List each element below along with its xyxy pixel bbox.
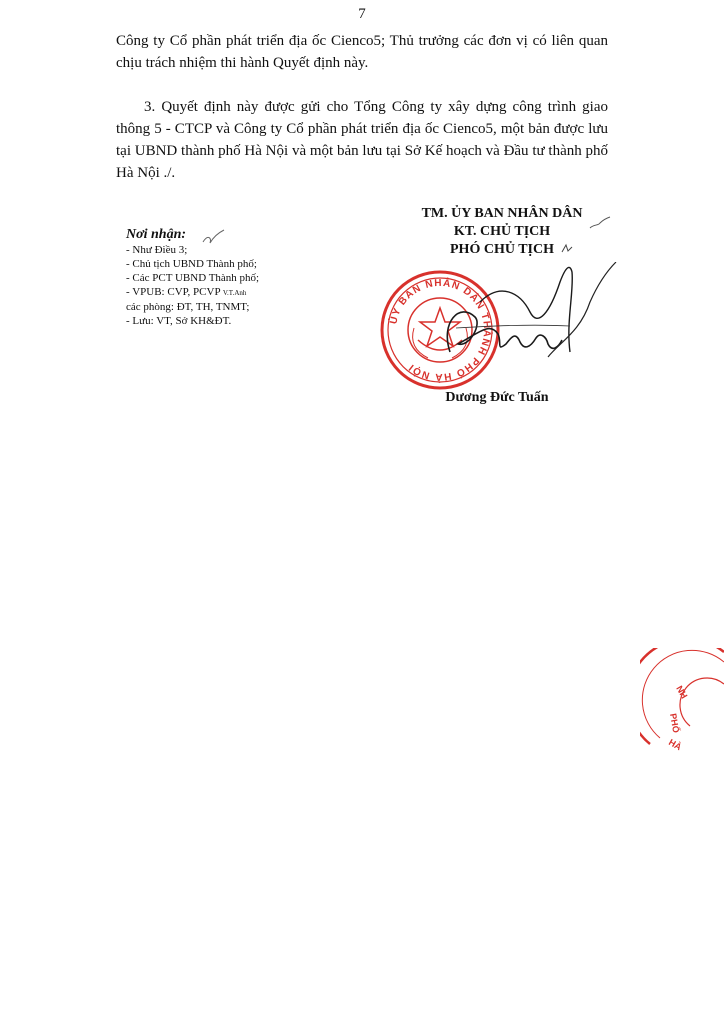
recipients-block xyxy=(126,228,259,328)
recipient-item: các phòng: ĐT, TH, TNMT; xyxy=(126,301,250,313)
sign-line-1: TM. ỦY BAN NHÂN DÂN xyxy=(421,206,583,221)
recipients-title: Nơi nhận: xyxy=(126,227,187,242)
recipient-item: - Lưu: VT, Sở KH&ĐT. xyxy=(126,315,232,327)
paragraph-2: 3. Quyết định này được gửi cho Tổng Công ty xây dựng công trình giao thông 5 - CTCP và Công ty Cổ phần phát triển địa ốc Cienco5, một bản được lưu tại UBND thành phố Hà Nội và một bản lưu tại Sở Kế hoạch và Đầu tư thành phố Hà Nội ./. xyxy=(116,99,608,181)
page-number: 7 xyxy=(358,6,366,22)
handwritten-tick-icon xyxy=(200,228,226,246)
svg-text:HÀ: HÀ xyxy=(667,737,684,753)
signer-name: Dương Đức Tuấn xyxy=(445,390,549,405)
svg-text:PHỐ: PHỐ xyxy=(668,712,682,734)
recipient-item: - Như Điều 3; xyxy=(126,244,188,256)
seal-text: ỦY BAN NHÂN DÂN THÀNH PHỐ HÀ NỘI xyxy=(388,277,493,383)
recipient-initials: V.T.Anh xyxy=(222,289,247,297)
edge-seal-icon xyxy=(640,648,724,758)
handwritten-signature-icon xyxy=(420,262,640,382)
recipient-item: - Chủ tịch UBND Thành phố; xyxy=(126,258,257,270)
signature-title-block xyxy=(392,205,612,259)
paragraph-1: Công ty Cổ phần phát triển địa ốc Cienco5; Thủ trưởng các đơn vị có liên quan chịu trách nhiệm thi hành Quyết định này. xyxy=(116,33,608,71)
recipient-item-text: - VPUB: CVP, PCVP xyxy=(126,286,221,298)
sign-line-2: KT. CHỦ TỊCH xyxy=(453,224,551,239)
sign-line-3: PHÓ CHỦ TỊCH xyxy=(450,242,554,257)
recipient-item: - Các PCT UBND Thành phố; xyxy=(126,272,260,284)
recipient-item xyxy=(126,285,259,300)
svg-text:NH: NH xyxy=(674,684,690,701)
